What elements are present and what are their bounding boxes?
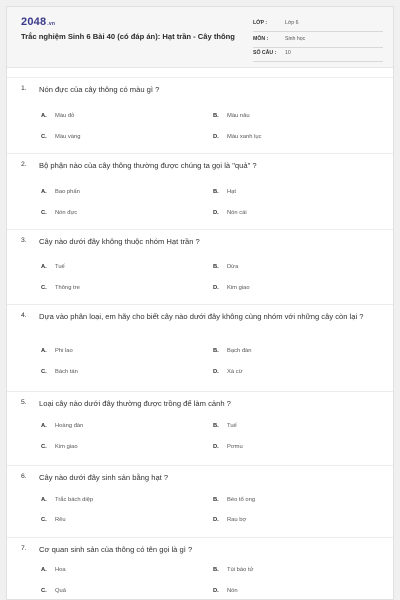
option-text: Phi lao (55, 348, 73, 354)
option-a[interactable] (41, 348, 73, 354)
option-letter: D. (213, 134, 219, 140)
question-number: 5. (21, 399, 27, 406)
option-letter: B. (213, 348, 219, 354)
option-text: Thông tre (55, 285, 80, 291)
quiz-title: Trắc nghiệm Sinh 6 Bài 40 (có đáp án): Hạt trần - Cây thông (21, 32, 235, 41)
question-number: 3. (21, 237, 27, 244)
meta-value: Sinh học (285, 36, 306, 42)
option-text: Túi bào tử (227, 567, 254, 573)
option-letter: C. (41, 517, 47, 523)
option-letter: C. (41, 444, 47, 450)
option-text: Màu vàng (55, 134, 81, 140)
option-text: Nón đực (55, 210, 78, 216)
option-letter: D. (213, 444, 219, 450)
option-letter: C. (41, 285, 47, 291)
option-a[interactable] (41, 497, 93, 503)
option-c[interactable] (41, 369, 78, 375)
meta-key: LỚP : (253, 20, 268, 26)
option-c[interactable] (41, 285, 80, 291)
option-letter: A. (41, 348, 47, 354)
option-letter: C. (41, 134, 47, 140)
option-b[interactable] (213, 567, 253, 573)
meta-count (253, 47, 383, 62)
logo-text: 2048 (21, 16, 47, 28)
option-d[interactable] (213, 369, 242, 375)
question-item (7, 153, 393, 230)
option-letter: C. (41, 588, 47, 594)
option-letter: B. (213, 567, 219, 573)
option-b[interactable] (213, 423, 237, 429)
option-letter: D. (213, 210, 219, 216)
option-letter: D. (213, 588, 219, 594)
option-a[interactable] (41, 113, 74, 119)
option-d[interactable] (213, 285, 250, 291)
option-text: Màu xanh lục (227, 134, 262, 140)
question-number: 4. (21, 312, 27, 319)
option-letter: A. (41, 264, 47, 270)
option-letter: A. (41, 113, 47, 119)
option-text: Màu đỏ (55, 113, 75, 119)
option-text: Bao phấn (55, 189, 80, 195)
option-d[interactable] (213, 210, 247, 216)
question-text: Bộ phận nào của cây thông thường được chúng ta gọi là "quả" ? (39, 161, 257, 170)
option-letter: A. (41, 189, 47, 195)
option-text: Bèo tổ ong (227, 497, 256, 503)
option-text: Hoa (55, 567, 66, 573)
option-letter: B. (213, 189, 219, 195)
question-number: 1. (21, 85, 27, 92)
option-text: Hoàng đàn (55, 423, 84, 429)
option-letter: A. (41, 423, 47, 429)
meta-key: SỐ CÂU : (253, 50, 277, 56)
meta-value: Lớp 6 (285, 20, 299, 26)
option-letter: D. (213, 369, 219, 375)
question-item (7, 391, 393, 466)
quiz-page (6, 6, 394, 600)
quiz-header (7, 7, 393, 68)
question-item (7, 304, 393, 392)
option-d[interactable] (213, 517, 246, 523)
meta-key: MÔN : (253, 36, 269, 42)
question-item (7, 465, 393, 538)
option-letter: B. (213, 497, 219, 503)
question-text: Loại cây nào dưới đây thường được trồng để làm cảnh ? (39, 399, 231, 408)
option-a[interactable] (41, 264, 65, 270)
question-item (7, 537, 393, 600)
option-c[interactable] (41, 134, 80, 140)
option-letter: B. (213, 264, 219, 270)
option-a[interactable] (41, 189, 80, 195)
option-letter: D. (213, 517, 219, 523)
site-logo[interactable] (21, 16, 55, 28)
option-c[interactable] (41, 444, 78, 450)
option-letter: B. (213, 113, 219, 119)
option-text: Bạch đàn (227, 348, 252, 354)
option-text: Rêu (55, 517, 66, 523)
question-text: Dựa vào phân loại, em hãy cho biết cây nào dưới đây không cùng nhóm với những cây còn lại ? (39, 312, 364, 321)
option-b[interactable] (213, 264, 238, 270)
question-text: Cây nào dưới đây sinh sản bằng hạt ? (39, 473, 169, 482)
option-text: Trắc bách diệp (55, 497, 94, 503)
option-letter: D. (213, 285, 219, 291)
option-c[interactable] (41, 588, 66, 594)
option-text: Hạt (227, 189, 237, 195)
question-text: Cơ quan sinh sản của thông có tên gọi là gì ? (39, 545, 193, 554)
option-text: Xà cừ (227, 369, 243, 375)
question-number: 7. (21, 545, 27, 552)
option-text: Bách tán (55, 369, 78, 375)
option-c[interactable] (41, 517, 66, 523)
option-letter: B. (213, 423, 219, 429)
option-text: Tuế (227, 423, 237, 429)
option-c[interactable] (41, 210, 77, 216)
option-text: Tuế (55, 264, 65, 270)
option-text: Kim giao (55, 444, 78, 450)
option-text: Kim giao (227, 285, 250, 291)
option-b[interactable] (213, 113, 250, 119)
option-text: Màu nâu (227, 113, 250, 119)
question-text: Nón đực của cây thông có màu gì ? (39, 85, 160, 94)
option-d[interactable] (213, 588, 238, 594)
option-a[interactable] (41, 567, 66, 573)
option-letter: A. (41, 497, 47, 503)
meta-subject (253, 33, 383, 48)
option-text: Nón cái (227, 210, 247, 216)
question-number: 6. (21, 473, 27, 480)
option-b[interactable] (213, 189, 236, 195)
option-letter: A. (41, 567, 47, 573)
question-item (7, 229, 393, 305)
question-text: Cây nào dưới đây không thuộc nhóm Hạt trần ? (39, 237, 200, 246)
question-item (7, 77, 393, 154)
option-text: Quả (55, 588, 66, 594)
question-number: 2. (21, 161, 27, 168)
logo-suffix: .vn (47, 21, 56, 27)
option-b[interactable] (213, 348, 252, 354)
option-text: Rau bợ (227, 517, 247, 523)
option-d[interactable] (213, 444, 243, 450)
option-text: Nón (227, 588, 238, 594)
meta-value: 10 (285, 50, 291, 56)
meta-class (253, 17, 383, 32)
option-a[interactable] (41, 423, 83, 429)
option-b[interactable] (213, 497, 255, 503)
option-letter: C. (41, 369, 47, 375)
option-letter: C. (41, 210, 47, 216)
option-text: Dừa (227, 264, 239, 270)
option-text: Pơmu (227, 444, 243, 450)
option-d[interactable] (213, 134, 261, 140)
